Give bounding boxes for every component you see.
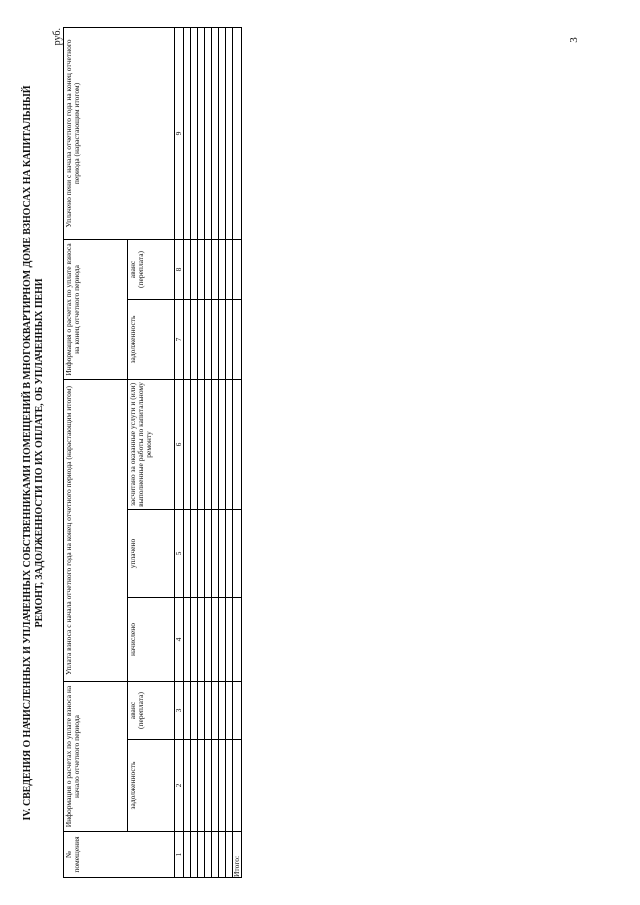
table-cell [198, 740, 205, 832]
table-cell [233, 682, 242, 740]
table-cell [226, 299, 233, 379]
table-cell [205, 379, 212, 509]
header-payment: Уплата взноса с начала отчетного года на конец отчетного периода (нарастающим итогом) [64, 379, 128, 681]
table-cell [205, 682, 212, 740]
table-cell [233, 239, 242, 299]
header-advance-start: аванс (переплата) [128, 682, 175, 740]
column-number: 3 [175, 682, 184, 740]
table-cell [205, 27, 212, 239]
table-cell [205, 832, 212, 878]
table-cell [184, 740, 191, 832]
table-cell [191, 299, 198, 379]
table-cell [226, 239, 233, 299]
table-cell [212, 239, 219, 299]
table-cell [226, 598, 233, 682]
header-penalties: Уплачено пени с начала отчетного года на конец отчетного периода (нарастающим итогом) [64, 27, 175, 239]
table-cell [233, 510, 242, 598]
table-cell [212, 740, 219, 832]
header-offset: засчитано за оказанные услуги и (или) выполненные работы по капитальному ремонту [128, 379, 175, 509]
header-debt-start: задолженность [128, 740, 175, 832]
table-cell [233, 740, 242, 832]
table-cell [226, 379, 233, 509]
header-end-info: Информация о расчетах по уплате взноса на конец отчетного периода [64, 239, 128, 379]
title-line-2: РЕМОНТ, ЗАДОЛЖЕННОСТИ ПО ИХ ОПЛАТЕ, ОБ УПЛАЧЕННЫХ ПЕНИ [34, 278, 45, 628]
header-debt-end: задолженность [128, 299, 175, 379]
table-cell [191, 740, 198, 832]
section-title [22, 28, 46, 878]
table-cell [191, 598, 198, 682]
table-cell [205, 510, 212, 598]
table-cell [184, 27, 191, 239]
table-cell [198, 379, 205, 509]
table-cell [205, 598, 212, 682]
column-number: 4 [175, 598, 184, 682]
table-cell [219, 832, 226, 878]
title-line-1: IV. СВЕДЕНИЯ О НАЧИСЛЕННЫХ И УПЛАЧЕННЫХ СОБСТВЕННИКАМИ ПОМЕЩЕНИЙ В МНОГОКВАРТИРНОМ ДОМЕ ВЗНОСАХ НА КАПИТАЛЬНЫЙ [22, 85, 33, 821]
table-cell [219, 239, 226, 299]
table-cell [212, 598, 219, 682]
table-row [219, 27, 226, 877]
table-cell [219, 299, 226, 379]
total-label: Итого: [233, 832, 242, 878]
total-row [233, 27, 242, 877]
currency-unit: руб. [52, 28, 63, 46]
column-number: 6 [175, 379, 184, 509]
table-cell [212, 832, 219, 878]
column-number: 1 [175, 832, 184, 878]
column-number: 2 [175, 740, 184, 832]
contributions-table [63, 27, 242, 878]
table-cell [212, 510, 219, 598]
page-number: 3 [567, 37, 580, 43]
table-cell [198, 682, 205, 740]
table-cell [212, 299, 219, 379]
table-cell [191, 682, 198, 740]
table-row [198, 27, 205, 877]
column-number: 5 [175, 510, 184, 598]
header-row-1 [64, 27, 128, 877]
table-cell [219, 27, 226, 239]
header-paid: уплачено [128, 510, 175, 598]
table-cell [184, 682, 191, 740]
table-cell [233, 598, 242, 682]
table-cell [219, 379, 226, 509]
table-cell [198, 299, 205, 379]
table-row [226, 27, 233, 877]
table-cell [191, 379, 198, 509]
table-cell [198, 510, 205, 598]
table-cell [226, 510, 233, 598]
table-cell [184, 239, 191, 299]
table-cell [233, 379, 242, 509]
table-cell [198, 598, 205, 682]
table-cell [233, 27, 242, 239]
table-cell [191, 832, 198, 878]
table-cell [184, 598, 191, 682]
table-cell [212, 682, 219, 740]
table-cell [198, 832, 205, 878]
table-cell [212, 27, 219, 239]
table-cell [219, 510, 226, 598]
table-cell [191, 510, 198, 598]
table-cell [184, 299, 191, 379]
header-room-no: № помещения [64, 832, 175, 878]
table-row [184, 27, 191, 877]
header-advance-end: аванс (переплата) [128, 239, 175, 299]
column-numbers-row [175, 27, 184, 877]
table-row [212, 27, 219, 877]
table-cell [212, 379, 219, 509]
table-cell [198, 239, 205, 299]
column-number: 9 [175, 27, 184, 239]
table-cell [219, 598, 226, 682]
table-cell [184, 510, 191, 598]
table-cell [205, 239, 212, 299]
table-cell [191, 27, 198, 239]
table-row [191, 27, 198, 877]
table-cell [226, 682, 233, 740]
table-cell [191, 239, 198, 299]
column-number: 8 [175, 239, 184, 299]
header-accrued: начислено [128, 598, 175, 682]
table-cell [205, 299, 212, 379]
rotated-form [22, 28, 242, 878]
table-cell [233, 299, 242, 379]
table-cell [198, 27, 205, 239]
table-cell [184, 379, 191, 509]
table-cell [219, 740, 226, 832]
header-start-info: Информация о расчетах по уплате взноса на начало отчетного периода [64, 682, 128, 832]
table-cell [205, 740, 212, 832]
column-number: 7 [175, 299, 184, 379]
table-cell [226, 27, 233, 239]
table-cell [226, 740, 233, 832]
table-cell [219, 682, 226, 740]
table-row [205, 27, 212, 877]
table-cell [184, 832, 191, 878]
